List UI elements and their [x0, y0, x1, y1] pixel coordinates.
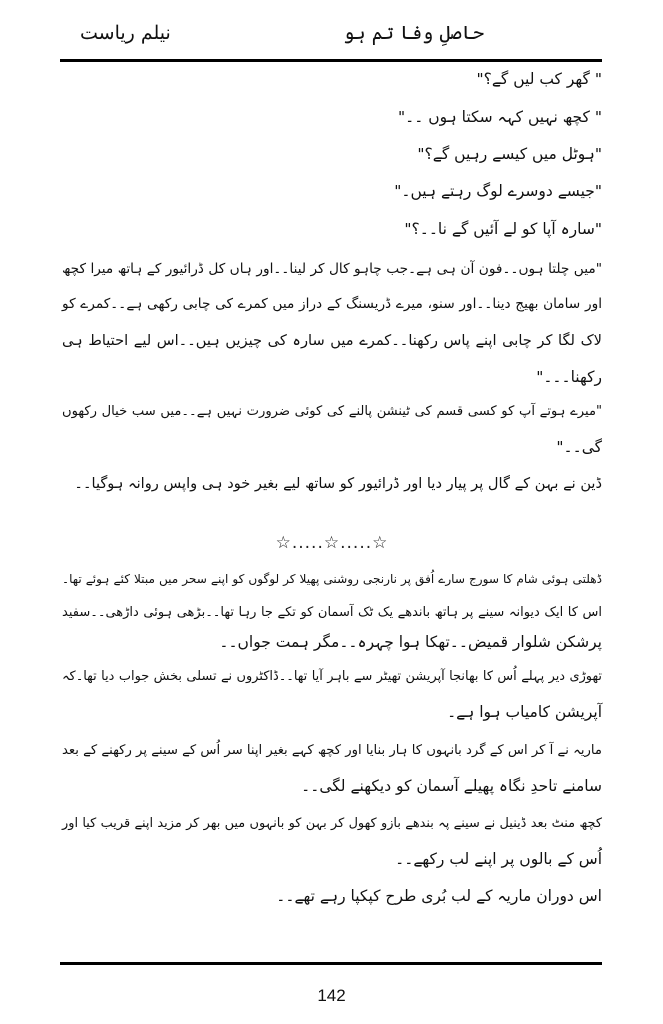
- text-line: ڈین نے بہن کے گال پر پیار دیا اور ڈرائیور کو ساتھ لیے بغیر خود ہی واپس روانہ ہوگیا۔۔: [74, 475, 602, 492]
- text-line: اور سامان بھیج دینا۔۔اور سنو، میرے ڈریسنگ کے دراز میں کمرے کی چابی رکھی ہے۔۔کمرے کو: [62, 296, 602, 312]
- text-line: "جیسے دوسرے لوگ رہتے ہیں۔": [394, 182, 602, 200]
- text-line: "سارہ آپا کو لے آئیں گے نا۔۔؟": [404, 220, 602, 238]
- text-line: "میں چلتا ہوں۔۔فون آن ہی ہے۔جب چاہو کال کر لینا۔۔اور ہاں کل ڈرائیور کے ہاتھ میرا کچھ: [62, 261, 602, 277]
- text-line: سامنے تاحدِ نگاہ پھیلے آسمان کو دیکھنے لگی۔۔: [301, 777, 602, 795]
- text-line: " گھر کب لیں گے؟": [476, 70, 602, 88]
- footer-rule: [60, 962, 602, 965]
- author-name: نیلم ریاست: [80, 22, 171, 44]
- text-line: اس دوران ماریہ کے لب بُری طرح کپکپا رہے تھے۔۔: [276, 887, 602, 905]
- text-line: رکھنا۔۔۔": [536, 368, 602, 386]
- text-line: " کچھ نہیں کہہ سکتا ہوں ۔۔": [398, 108, 602, 126]
- text-line: پرشکن شلوار قمیض۔۔تھکا ہوا چہرہ۔۔مگر ہمت جواں۔۔: [219, 633, 602, 651]
- text-line: "ہوٹل میں کیسے رہیں گے؟": [417, 145, 602, 163]
- text-line: لاک لگا کر چابی اپنے پاس رکھنا۔۔کمرے میں سارہ کی چیزیں ہیں۔۔اس لیے احتیاط ہی: [62, 332, 602, 349]
- text-line: کچھ منٹ بعد ڈینیل نے سینے پہ بندھے بازو کھول کر بہن کو بانہوں میں بھر کر مزید اپنے قریب کیا اور: [62, 816, 602, 831]
- text-line: اس کا ایک دیوانہ سینے پر ہاتھ باندھے یک ٹک آسمان کو تکے جا رہا تھا۔۔بڑھی ہوئی داڑھی۔۔سفید: [62, 605, 602, 620]
- section-separator: ☆.....☆.....☆: [275, 533, 389, 553]
- text-line: تھوڑی دیر پہلے اُس کا بھانجا آپریشن تھیٹر سے باہر آیا تھا۔۔ڈاکٹروں نے تسلی بخش جواب دیا تھا۔کہ: [62, 669, 602, 684]
- header-rule: [60, 59, 602, 62]
- text-line: ڈھلتی ہوئی شام کا سورج سارے اُفق پر نارنجی روشنی پھیلا کر لوگوں کو اپنے سحر میں مبتلا کئے ہوئے تھا۔: [62, 572, 602, 586]
- page-header: [60, 0, 602, 58]
- text-line: اُس کے بالوں پر اپنے لب رکھے۔۔: [395, 850, 602, 868]
- page-number: 142: [317, 986, 346, 1005]
- text-line: ماریہ نے آ کر اس کے گرد بانہوں کا ہار بنایا اور کچھ کہے بغیر اپنا سر اُس کے سینے پر رکھنے کے بعد: [62, 743, 602, 758]
- text-line: آپریشن کامیاب ہوا ہے۔: [447, 703, 602, 721]
- text-line: گی۔۔": [556, 438, 602, 456]
- book-title: حاصلِ وفا تم ہو: [343, 22, 484, 44]
- text-line: "میرے ہوتے آپ کو کسی قسم کی ٹینشن پالنے کی کوئی ضرورت نہیں ہے۔۔میں سب خیال رکھوں: [62, 404, 602, 419]
